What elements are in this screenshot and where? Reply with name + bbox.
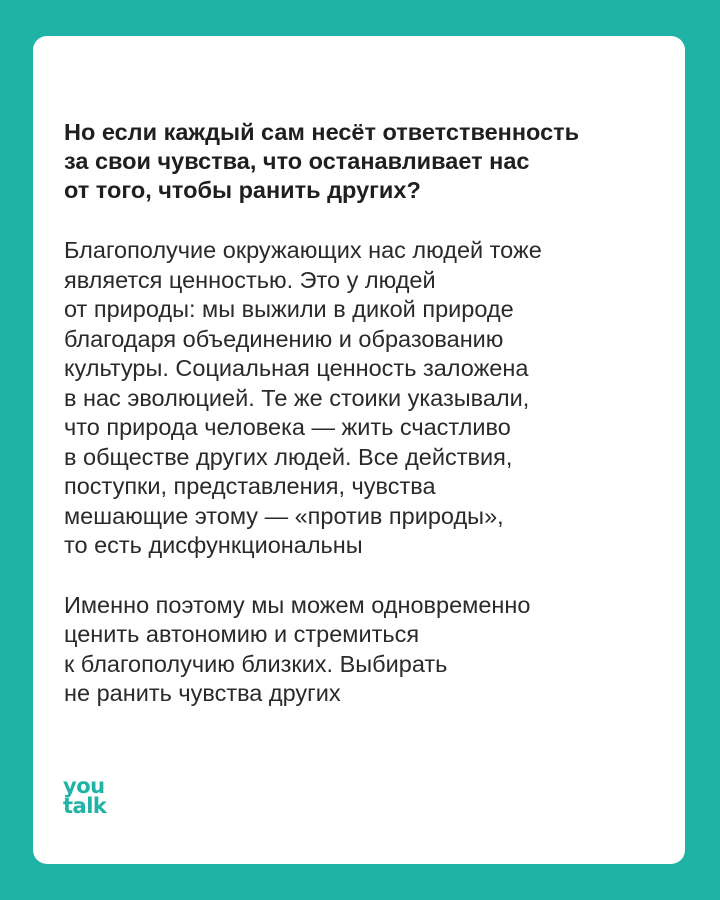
article-content (64, 118, 664, 709)
paragraph-line: что природа человека — жить счастливо (64, 414, 511, 440)
heading-line: Но если каждый сам несёт ответственность (64, 119, 580, 145)
heading-line: за свои чувства, что останавливает нас (64, 148, 530, 174)
paragraph-line: ценить автономию и стремиться (64, 621, 420, 647)
youtalk-logo (63, 776, 106, 816)
content-card (33, 36, 685, 864)
paragraph-line: поступки, представления, чувства (64, 473, 436, 499)
paragraph-line: от природы: мы выжили в дикой природе (64, 296, 514, 322)
logo-line-talk: talk (63, 794, 107, 818)
paragraph-1 (64, 236, 664, 561)
paragraph-2 (64, 591, 664, 709)
paragraph-line: не ранить чувства других (64, 680, 341, 706)
paragraph-line: то есть дисфункциональны (64, 532, 363, 558)
paragraph-line: в обществе других людей. Все действия, (64, 443, 513, 470)
logo-line-you: you (63, 774, 105, 798)
paragraph-line: к благополучию близких. Выбирать (64, 650, 448, 677)
paragraph-line: в нас эволюцией. Те же стоики указывали, (64, 384, 530, 411)
article-heading (64, 118, 664, 205)
paragraph-line: благодаря объединению и образованию (64, 325, 504, 352)
paragraph-line: мешающие этому — «против природы», (64, 502, 504, 529)
paragraph-line: Благополучие окружающих нас людей тоже (64, 237, 542, 263)
heading-line: от того, чтобы ранить других? (64, 177, 421, 203)
paragraph-line: культуры. Социальная ценность заложена (64, 355, 529, 381)
paragraph-line: Именно поэтому мы можем одновременно (64, 591, 531, 618)
paragraph-line: является ценностью. Это у людей (64, 266, 436, 293)
